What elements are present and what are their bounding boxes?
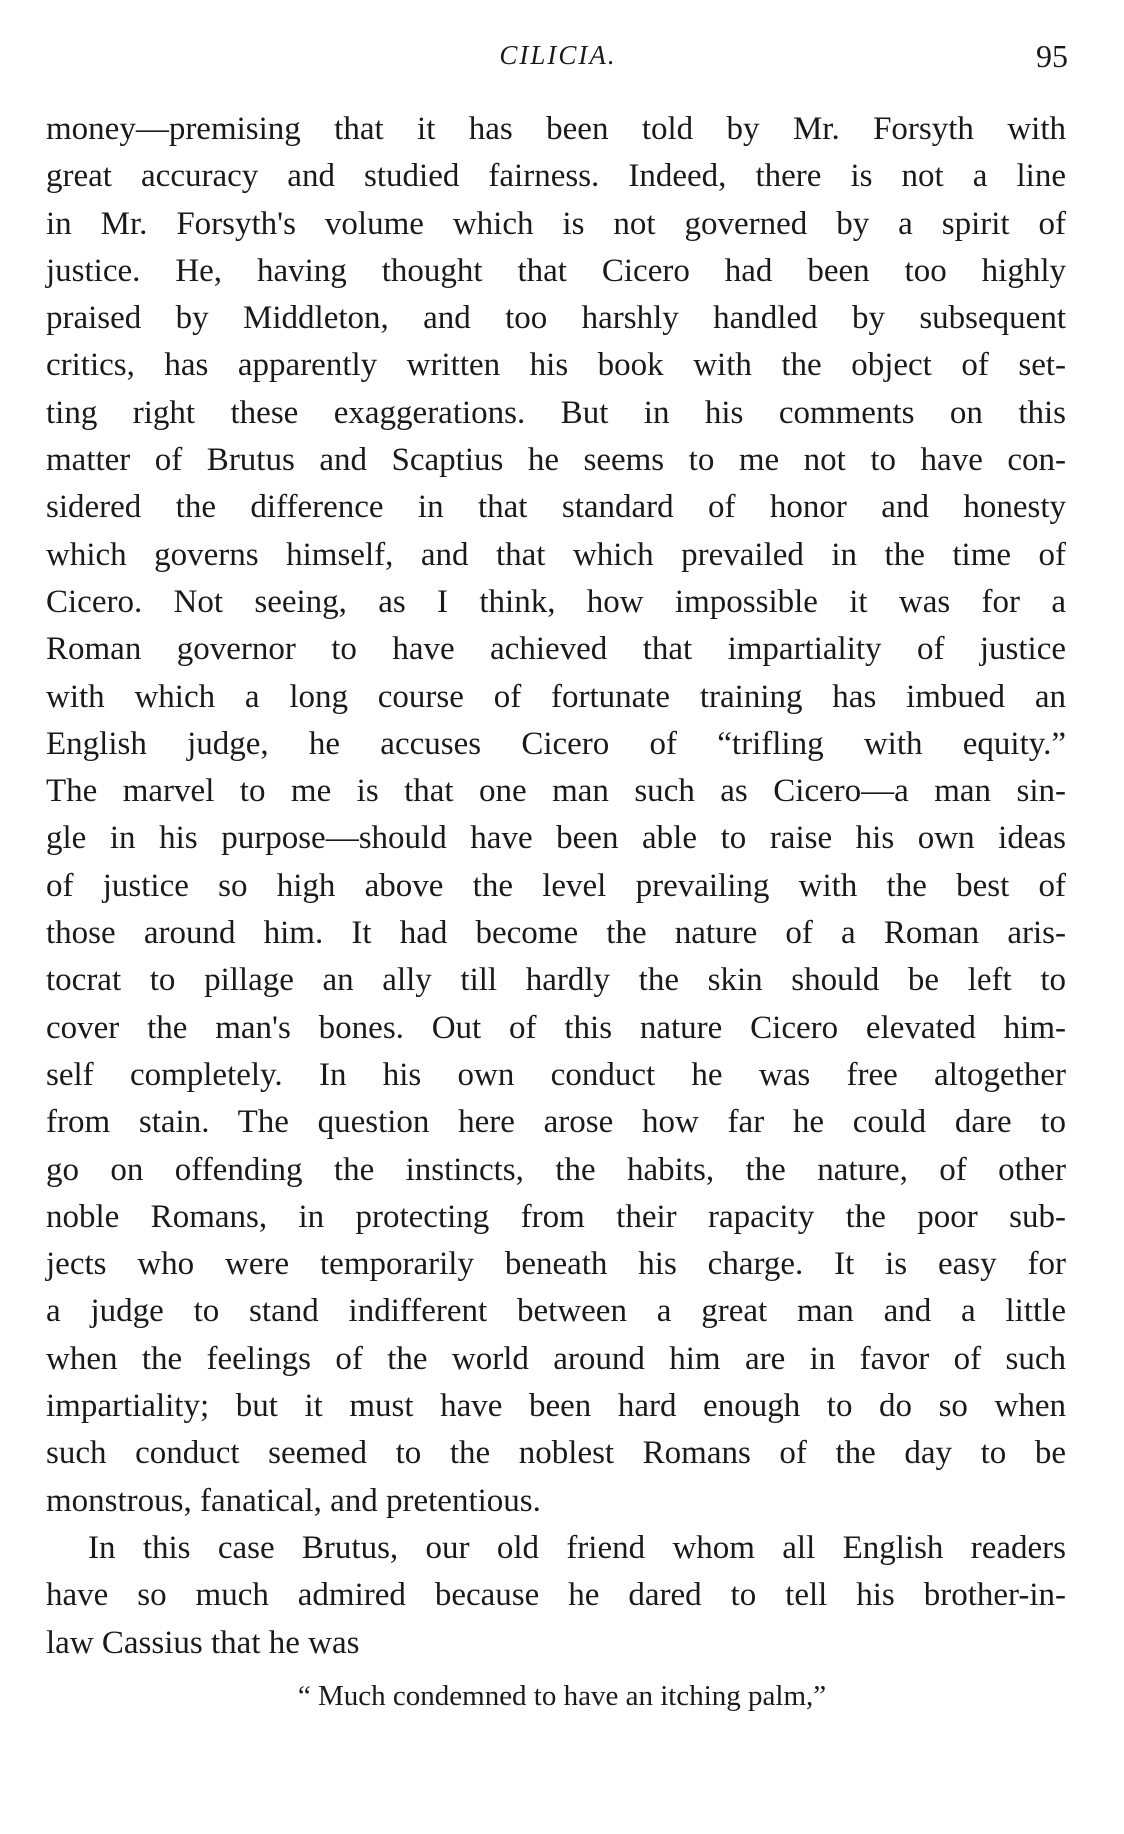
text-line: with which a long course of fortunate training has imbued an [46, 678, 1066, 715]
text-line: monstrous, fanatical, and pretentious. [46, 1482, 541, 1519]
body-text [46, 106, 1066, 1667]
text-line: a judge to stand indifferent between a great man and a little [46, 1293, 1066, 1330]
text-line: from stain. The question here arose how far he could dare to [46, 1104, 1066, 1141]
text-line: law Cassius that he was [46, 1624, 360, 1661]
text-line: when the feelings of the world around him are in favor of such [46, 1340, 1066, 1377]
text-line: In this case Brutus, our old friend whom all English readers [88, 1529, 1066, 1566]
running-title: CILICIA. [499, 40, 617, 70]
text-line: Cicero. Not seeing, as I think, how impossible it was for a [46, 583, 1066, 620]
text-line: matter of Brutus and Scaptius he seems to me not to have con- [46, 442, 1066, 479]
text-line: ting right these exaggerations. But in his comments on this [46, 394, 1066, 431]
page-number: 95 [1036, 38, 1068, 74]
text-line: praised by Middleton, and too harshly handled by subsequent [46, 300, 1066, 337]
text-line: critics, has apparently written his book with the object of set- [46, 347, 1066, 384]
text-line: money—premising that it has been told by Mr. Forsyth with [46, 111, 1066, 147]
text-line: justice. He, having thought that Cicero had been too highly [46, 252, 1066, 289]
text-line: tocrat to pillage an ally till hardly the skin should be left to [46, 962, 1066, 999]
paragraph-2 [46, 1525, 1066, 1667]
text-line: noble Romans, in protecting from their rapacity the poor sub- [46, 1198, 1066, 1235]
text-line: great accuracy and studied fairness. Indeed, there is not a line [46, 158, 1066, 195]
paragraph-1 [46, 106, 1066, 1525]
text-line: which governs himself, and that which prevailed in the time of [46, 536, 1066, 573]
text-line: Roman governor to have achieved that impartiality of justice [46, 631, 1066, 668]
text-line: have so much admired because he dared to tell his brother-in- [46, 1577, 1066, 1614]
running-head [48, 38, 1068, 78]
text-line: impartiality; but it must have been hard enough to do so when [46, 1388, 1066, 1425]
text-line: of justice so high above the level prevailing with the best of [46, 867, 1066, 904]
text-line: jects who were temporarily beneath his charge. It is easy for [46, 1246, 1066, 1283]
text-line: those around him. It had become the nature of a Roman aris- [46, 915, 1066, 952]
text-line: The marvel to me is that one man such as Cicero—a man sin- [46, 773, 1066, 810]
text-line: gle in his purpose—should have been able to raise his own ideas [46, 820, 1066, 857]
text-line: cover the man's bones. Out of this nature Cicero elevated him- [46, 1009, 1066, 1046]
text-line: English judge, he accuses Cicero of “trifling with equity.” [46, 725, 1066, 762]
text-line: go on offending the instincts, the habits, the nature, of other [46, 1151, 1066, 1188]
text-line: in Mr. Forsyth's volume which is not governed by a spirit of [46, 205, 1066, 242]
text-line: sidered the difference in that standard of honor and honesty [46, 489, 1066, 526]
text-line: self completely. In his own conduct he was free altogether [46, 1056, 1066, 1093]
block-quote: “ Much condemned to have an itching palm,” [297, 1680, 827, 1712]
text-line: such conduct seemed to the noblest Romans of the day to be [46, 1435, 1066, 1472]
